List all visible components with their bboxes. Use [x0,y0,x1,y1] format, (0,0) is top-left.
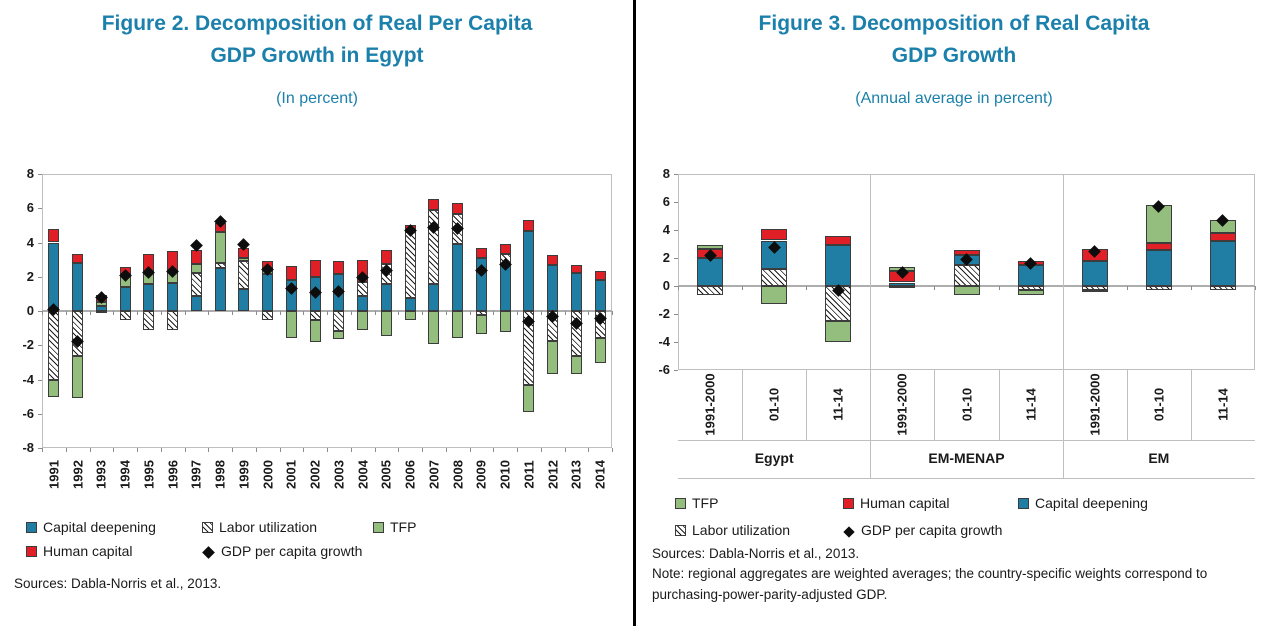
fig2-ytick-mark [38,380,42,381]
fig2-legend-tfp-label: TFP [390,519,417,535]
fig2-1998-labor-utilization-segment [215,263,226,268]
fig2-zero-tick [612,311,613,315]
fig3-1991-2000-tfp-segment [1082,290,1108,293]
fig2-2003-labor-utilization-segment [333,311,344,331]
fig2-2014-capital-deepening-segment [595,280,606,311]
fig2-base-tick [161,448,162,452]
fig2-2014-human-capital-segment [595,271,606,280]
fig2-base-tick [588,448,589,452]
fig2-1991-human-capital-segment [48,229,59,243]
fig2-2002-human-capital-segment [310,260,321,277]
fig2-title-line2: GDP Growth in Egypt [210,44,424,67]
fig2-zero-tick [256,311,257,315]
fig2-2004-tfp-segment [357,311,368,330]
fig3-ytick-mark [674,174,678,175]
fig2-1991-tfp-segment [48,380,59,397]
fig3-11-14-human-capital-segment [1210,233,1236,241]
gdp-diamond-icon [843,526,854,537]
fig2-ytick-label: -2 [22,337,34,353]
fig3-note-line1: Note: regional aggregates are weighted averages; the country-specific weights correspond to [652,566,1208,581]
fig2-1995-labor-utilization-segment [143,311,154,330]
fig3-period-separator [1191,370,1192,440]
fig2-base-tick [256,448,257,452]
fig2-2011-capital-deepening-segment [523,231,534,311]
fig2-2009-tfp-segment [476,315,487,334]
fig3-group-label-Egypt: Egypt [754,450,794,466]
fig3-period-label: 11-14 [1215,388,1231,421]
fig2-base-tick [446,448,447,452]
fig2-ytick-label: 4 [26,234,34,250]
fig2-2007-capital-deepening-segment [428,284,439,311]
fig2-xlabel-2003: 2003 [331,460,347,489]
fig2-2010-tfp-segment [500,311,511,332]
fig2-zero-tick [303,311,304,315]
fig2-xlabel-2005: 2005 [378,460,394,489]
fig2-2012-capital-deepening-segment [547,265,558,311]
fig2-zero-tick [66,311,67,315]
fig3-zero-tick [742,286,743,290]
fig2-base-tick [612,448,613,452]
fig3-axis-bottom [678,478,1255,479]
fig2-xlabel-2013: 2013 [568,460,584,489]
fig2-ytick-label: 0 [26,303,34,318]
fig2-2010-human-capital-segment [500,244,511,253]
fig2-base-tick [398,448,399,452]
fig2-base-tick [113,448,114,452]
fig2-1996-capital-deepening-segment [167,283,178,311]
fig3-1991-2000-labor-utilization-segment [697,286,723,295]
fig3-ytick-mark [674,258,678,259]
fig2-2011-human-capital-segment [523,220,534,230]
fig2-xlabel-2002: 2002 [307,460,323,489]
fig3-period-label: 11-14 [1023,388,1039,421]
fig3-zero-tick [999,286,1000,290]
fig2-zero-tick [185,311,186,315]
fig2-xlabel-2014: 2014 [592,460,608,489]
fig2-zero-tick [398,311,399,315]
fig3-period-separator [742,370,743,440]
fig3-zero-tick [806,286,807,290]
fig2-2008-capital-deepening-segment [452,244,463,311]
fig2-zero-tick [565,311,566,315]
fig3-legend-human-capital [843,495,950,511]
fig2-2005-human-capital-segment [381,250,392,264]
fig2-xlabel-1997: 1997 [188,460,204,489]
fig3-ytick-mark [674,314,678,315]
fig3-group-label-EM-MENAP: EM-MENAP [928,450,1005,466]
fig2-ytick-mark [38,277,42,278]
fig2-zero-tick [470,311,471,315]
fig2-zero-tick [232,311,233,315]
fig2-base-tick [351,448,352,452]
fig3-legend-gdp-growth [843,522,1002,538]
fig2-xlabel-1991: 1991 [46,460,62,489]
fig2-base-tick [90,448,91,452]
fig2-base-tick [66,448,67,452]
fig3-period-separator [934,370,935,440]
fig2-xlabel-2011: 2011 [521,460,537,489]
fig3-ytick-label: 8 [662,166,670,181]
fig2-2001-human-capital-segment [286,266,297,281]
fig2-ytick-mark [38,414,42,415]
fig2-ytick-mark [38,174,42,175]
fig3-ytick-label: -2 [658,306,670,321]
fig2-legend-human-capital [26,543,133,559]
fig3-11-14-human-capital-segment [825,236,851,246]
fig2-zero-tick [90,311,91,315]
fig2-2002-tfp-segment [310,320,321,342]
fig2-2004-labor-utilization-segment [357,282,368,296]
fig2-xlabel-1996: 1996 [165,460,181,489]
fig2-ytick-label: -8 [22,440,34,455]
fig2-base-tick [232,448,233,452]
fig2-ytick-mark [38,243,42,244]
gdp-diamond-icon [202,546,215,559]
fig2-xlabel-2001: 2001 [283,460,299,489]
fig2-xlabel-2007: 2007 [426,460,442,489]
fig3-legend-human-capital-label: Human capital [860,495,950,511]
fig3-period-separator [1127,370,1128,440]
fig3-title [640,8,1268,72]
fig3-01-10-tfp-segment [954,286,980,295]
fig2-base-tick [208,448,209,452]
fig2-base-tick [137,448,138,452]
fig2-2006-labor-utilization-segment [405,232,416,298]
fig3-zero-tick [1127,286,1128,290]
fig2-2000-capital-deepening-segment [262,274,273,311]
fig3-period-label: 1991-2000 [894,373,910,436]
fig3-legend-labor-utilization [675,522,790,538]
capital-deepening-swatch-icon [26,522,37,533]
fig3-11-14-tfp-segment [825,321,851,342]
fig2-ytick-label: 6 [26,200,34,216]
fig3-ytick-label: -4 [658,334,670,349]
fig2-2013-tfp-segment [571,356,582,375]
fig2-zero-tick [113,311,114,315]
fig2-ytick-label: 2 [26,268,34,284]
fig2-legend-labor-utilization-label: Labor utilization [219,519,318,535]
fig2-2005-tfp-segment [381,311,392,336]
fig2-xlabel-2000: 2000 [260,460,276,489]
fig3-legend-tfp [675,495,718,511]
fig3-11-14-tfp-segment [1018,290,1044,295]
fig3-ytick-mark [674,370,678,371]
fig2-2000-labor-utilization-segment [262,311,273,320]
fig3-ytick-mark [674,202,678,203]
fig2-sources: Sources: Dabla-Norris et al., 2013. [14,576,222,591]
fig2-title [0,8,634,72]
fig3-01-10-capital-deepening-segment [1146,250,1172,286]
fig2-zero-tick [280,311,281,315]
fig2-2006-capital-deepening-segment [405,298,416,311]
fig2-2004-capital-deepening-segment [357,296,368,311]
fig3-01-10-labor-utilization-segment [761,269,787,287]
fig3-01-10-human-capital-segment [1146,243,1172,250]
labor-utilization-swatch-icon [202,522,213,533]
fig2-zero-tick [42,311,43,315]
fig2-ytick-mark [38,208,42,209]
fig2-zero-tick [541,311,542,315]
fig3-1991-2000-capital-deepening-segment [889,283,915,287]
fig3-legend-capital-deepening [1018,495,1148,511]
fig2-2010-capital-deepening-segment [500,265,511,311]
fig2-base-tick [185,448,186,452]
fig2-zero-tick [493,311,494,315]
fig3-note-line2: purchasing-power-parity-adjusted GDP. [652,587,888,602]
fig2-zero-tick [375,311,376,315]
fig2-base-tick [42,448,43,452]
fig2-base-tick [493,448,494,452]
tfp-swatch-icon [675,498,686,509]
fig3-zero-tick [1255,286,1256,290]
fig2-base-tick [303,448,304,452]
fig3-1991-2000-labor-utilization-segment [889,286,915,288]
fig2-base-tick [517,448,518,452]
fig2-xlabel-2010: 2010 [497,460,513,489]
fig3-11-14-capital-deepening-segment [1210,241,1236,286]
fig3-period-separator [999,370,1000,440]
fig2-ytick-label: -6 [22,405,34,421]
fig2-1993-labor-utilization-segment [96,311,107,313]
fig2-legend-human-capital-label: Human capital [43,543,133,559]
fig2-2006-tfp-segment [405,311,416,320]
fig3-ytick-mark [674,230,678,231]
fig2-1997-human-capital-segment [191,250,202,264]
capital-deepening-swatch-icon [1018,498,1029,509]
fig2-base-tick [470,448,471,452]
fig2-2012-tfp-segment [547,341,558,374]
fig2-1997-labor-utilization-segment [191,273,202,295]
fig2-xlabel-2009: 2009 [473,460,489,489]
fig2-2007-tfp-segment [428,311,439,344]
fig2-1995-capital-deepening-segment [143,284,154,311]
fig3-legend-labor-utilization-label: Labor utilization [692,522,791,538]
fig2-zero-tick [327,311,328,315]
fig2-1992-tfp-segment [72,356,83,399]
fig3-period-label: 01-10 [766,387,782,422]
fig2-2005-capital-deepening-segment [381,284,392,311]
fig2-1998-capital-deepening-segment [215,268,226,311]
fig3-ytick-label: -6 [658,362,670,377]
human-capital-swatch-icon [843,498,854,509]
fig3-group-separator [870,174,871,478]
fig2-zero-tick [351,311,352,315]
fig2-1997-tfp-segment [191,264,202,273]
fig2-ytick-mark [38,345,42,346]
fig2-subtitle: (In percent) [276,90,358,107]
fig2-1999-capital-deepening-segment [238,289,249,311]
fig3-11-14-capital-deepening-segment [825,245,851,286]
fig2-1997-capital-deepening-segment [191,296,202,311]
fig3-legend-gdp-growth-label: GDP per capita growth [861,522,1003,538]
fig2-2003-tfp-segment [333,331,344,340]
fig3-ytick-label: 4 [662,222,670,237]
fig3-period-label: 1991-2000 [1087,373,1103,436]
fig2-zero-tick [208,311,209,315]
fig3-period-label: 11-14 [830,388,846,421]
fig2-1999-labor-utilization-segment [238,261,249,288]
fig2-legend-gdp-growth-label: GDP per capita growth [221,543,363,559]
fig2-zero-tick [517,311,518,315]
fig2-1991-capital-deepening-segment [48,243,59,312]
fig3-01-10-human-capital-segment [761,229,787,240]
fig2-1994-labor-utilization-segment [120,311,131,320]
fig2-zero-tick [137,311,138,315]
fig2-2012-human-capital-segment [547,255,558,264]
fig2-legend-gdp-growth [202,543,362,559]
fig2-zero-tick [588,311,589,315]
fig2-xlabel-1998: 1998 [212,460,228,489]
fig3-group-label-EM: EM [1148,450,1170,466]
fig2-xlabel-1994: 1994 [117,460,133,489]
fig3-legend-tfp-label: TFP [692,495,719,511]
fig3-period-label: 01-10 [1151,387,1167,422]
fig2-2011-tfp-segment [523,385,534,412]
fig2-2002-labor-utilization-segment [310,311,321,320]
fig2-xlabel-1992: 1992 [70,460,86,489]
fig2-base-tick [541,448,542,452]
fig2-2009-human-capital-segment [476,248,487,257]
fig2-1996-labor-utilization-segment [167,311,178,330]
fig2-1991-labor-utilization-segment [48,311,59,380]
fig3-zero-tick [934,286,935,290]
fig2-1999-tfp-segment [238,258,249,261]
fig3-subtitle: (Annual average in percent) [855,90,1053,107]
fig2-base-tick [422,448,423,452]
fig2-2008-tfp-segment [452,311,463,338]
fig2-zero-tick [422,311,423,315]
fig2-base-tick [565,448,566,452]
fig3-01-10-labor-utilization-segment [1146,286,1172,290]
fig3-title-line1: Figure 3. Decomposition of Real Capita [758,12,1150,35]
fig2-xlabel-2008: 2008 [450,460,466,489]
fig3-period-separator [806,370,807,440]
fig2-xlabel-2004: 2004 [355,460,371,489]
fig2-ytick-label: 8 [26,166,34,181]
fig2-base-tick [280,448,281,452]
fig2-base-tick [375,448,376,452]
fig2-zero-tick [161,311,162,315]
fig2-2008-human-capital-segment [452,203,463,214]
fig3-zero-tick [1191,286,1192,290]
fig2-xlabel-2012: 2012 [545,460,561,489]
fig2-xlabel-1995: 1995 [141,460,157,489]
fig2-1998-tfp-segment [215,232,226,263]
fig3-ytick-label: 0 [662,278,670,293]
fig3-legend-capital-deepening-label: Capital deepening [1035,495,1148,511]
fig3-title-line2: GDP Growth [891,44,1017,67]
fig2-1992-labor-utilization-segment [72,311,83,356]
fig2-1992-human-capital-segment [72,254,83,263]
fig2-xlabel-2006: 2006 [402,460,418,489]
fig2-ytick-label: -4 [22,371,34,387]
fig2-2007-human-capital-segment [428,199,439,210]
fig3-group-separator [1063,174,1064,478]
fig3-strip-divider [678,440,1255,441]
tfp-swatch-icon [373,522,384,533]
fig2-title-line1: Figure 2. Decomposition of Real Per Capita [101,12,533,35]
fig3-ytick-label: 6 [662,194,670,209]
fig2-legend-tfp [373,519,416,535]
fig2-2003-human-capital-segment [333,261,344,274]
fig2-1994-capital-deepening-segment [120,287,131,311]
fig2-2014-tfp-segment [595,338,606,364]
fig2-base-tick [327,448,328,452]
fig3-period-label: 01-10 [959,387,974,422]
fig2-2013-human-capital-segment [571,265,582,274]
fig3-11-14-labor-utilization-segment [1210,286,1236,290]
fig2-legend-capital-deepening [26,519,156,535]
fig3-ytick-mark [674,342,678,343]
fig3-01-10-labor-utilization-segment [954,265,980,286]
fig2-xlabel-1993: 1993 [93,460,109,489]
fig3-ytick-label: 2 [662,250,670,265]
fig2-xlabel-1999: 1999 [236,460,252,489]
fig2-2013-capital-deepening-segment [571,273,582,311]
human-capital-swatch-icon [26,546,37,557]
labor-utilization-swatch-icon [675,525,686,536]
fig2-zero-tick [446,311,447,315]
fig2-legend-capital-deepening-label: Capital deepening [43,519,156,535]
fig3-sources: Sources: Dabla-Norris et al., 2013. [652,546,860,561]
fig3-period-label: 1991-2000 [702,373,718,436]
fig2-1992-capital-deepening-segment [72,263,83,311]
fig3-zero-tick [678,286,679,290]
fig2-legend-labor-utilization [202,519,317,535]
fig3-1991-2000-capital-deepening-segment [1082,261,1108,286]
fig3-01-10-tfp-segment [761,286,787,304]
fig2-2001-tfp-segment [286,311,297,338]
